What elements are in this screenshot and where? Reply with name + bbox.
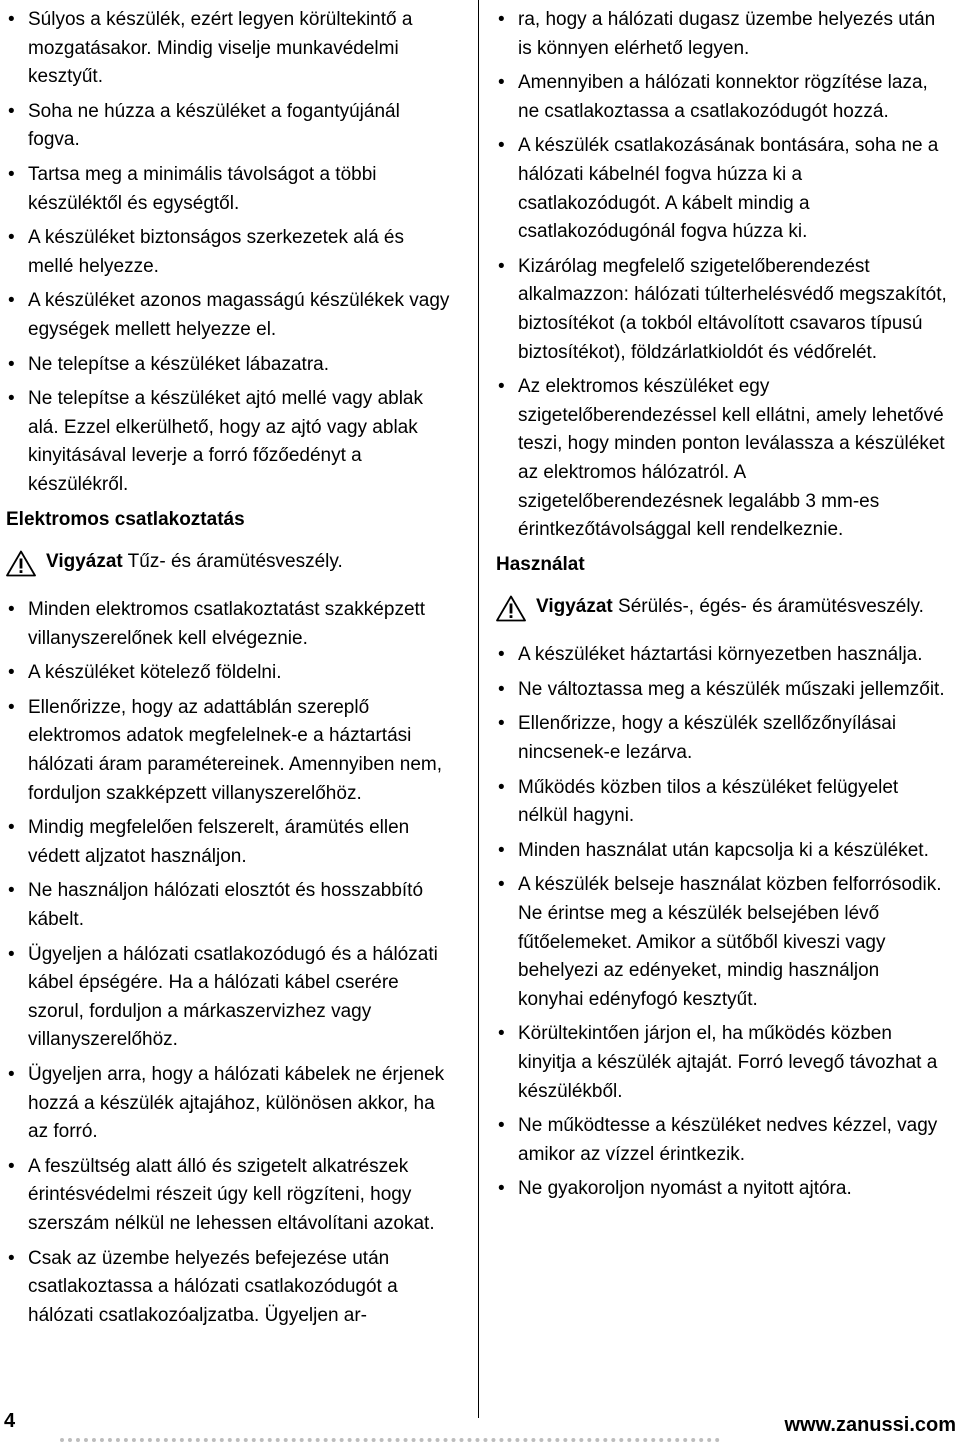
list-item: • Ne változtassa meg a készülék műszaki jellemzőit. [496,676,948,705]
usage-list [496,641,948,1204]
list-item: • Ügyeljen a hálózati csatlakozódugó és a hálózati kábel épségére. Ha a hálózati kábel cserére szorul, forduljon a márkaszervizhez vagy villanyszerelőhöz. [6,941,454,1055]
section-heading-electrical: Elektromos csatlakoztatás [6,508,245,530]
intro-list [6,6,454,500]
right-column [496,6,948,1210]
list-item: • A készüléket biztonságos szerkezetek alá és mellé helyezze. [6,224,454,281]
list-item: • Tartsa meg a minimális távolságot a többi készüléktől és egységtől. [6,161,454,218]
list-item: • Ellenőrizze, hogy a készülék szellőzőnyílásai nincsenek-e lezárva. [496,710,948,767]
list-item: • A készülék belseje használat közben felforrósodik. Ne érintse meg a készülék belsejében lévő fűtőelemeket. Amikor a sütőből kiveszi vagy behelyezi az edényeket, mindig használjon konyhai edényfogó kesztyűt. [496,871,948,1014]
list-item: • A készüléket háztartási környezetben használja. [496,641,948,670]
list-item: • Az elektromos készüléket egy szigetelőberendezéssel kell ellátni, amely lehetővé teszi, hogy minden ponton leválassza a készüléket az elektromos hálózatról. A szigetelőberendezésnek legalább 3 mm-es érintkezőtávolsággal kell rendelkeznie. [496,373,948,545]
list-item: • Ne működtesse a készüléket nedves kézzel, vagy amikor az vízzel érintkezik. [496,1112,948,1169]
list-item: • Minden elektromos csatlakoztatást szakképzett villanyszerelőnek kell elvégeznie. [6,596,454,653]
warning-triangle-icon [6,550,36,577]
list-item: • ra, hogy a hálózati dugasz üzembe helyezés után is könnyen elérhető legyen. [496,6,948,63]
section-heading-usage: Használat [496,553,585,575]
warning-text: Tűz- és áramütésveszély. [122,551,343,573]
continuation-list [496,6,948,545]
list-item: • Mindig megfelelően felszerelt, áramütés ellen védett aljzatot használjon. [6,814,454,871]
list-item: • Ne gyakoroljon nyomást a nyitott ajtóra. [496,1175,948,1204]
left-column [6,6,454,1336]
list-item: • Minden használat után kapcsolja ki a készüléket. [496,837,948,866]
warning-label: Vigyázat [536,596,613,618]
website-link[interactable]: www.zanussi.com [784,1414,956,1436]
list-item: • Ügyeljen arra, hogy a hálózati kábelek ne érjenek hozzá a készülék ajtajához, különösen akkor, ha az forró. [6,1061,454,1147]
list-item: • Ne telepítse a készüléket lábazatra. [6,351,454,380]
list-item: • A készülék csatlakozásának bontására, soha ne a hálózati kábelnél fogva húzza ki a csatlakozódugót. A kábelt mindig a csatlakozódugónál fogva húzza ki. [496,132,948,246]
list-item: • Csak az üzembe helyezés befejezése után csatlakoztassa a hálózati csatlakozódugót a hálózati csatlakozóaljzatba. Ügyeljen ar- [6,1245,454,1331]
warning-triangle-icon [496,595,526,622]
list-item: • Amennyiben a hálózati konnektor rögzítése laza, ne csatlakoztassa a csatlakozódugót hozzá. [496,69,948,126]
list-item: • Körültekintően járjon el, ha működés közben kinyitja a készülék ajtaját. Forró levegő távozhat a készülékből. [496,1020,948,1106]
footer-dotted-rule [60,1438,720,1442]
list-item: • Ellenőrizze, hogy az adattáblán szereplő elektromos adatok megfelelnek-e a háztartási hálózati áram paramétereinek. Amennyiben nem, forduljon szakképzett villanyszerelőhöz. [6,694,454,808]
list-item: • Működés közben tilos a készüléket felügyelet nélkül hagyni. [496,774,948,831]
list-item: • Kizárólag megfelelő szigetelőberendezést alkalmazzon: hálózati túlterhelésvédő megszakítót, biztosítékot (a tokból eltávolított csavaros típusú biztosítékot), földzárlatkioldót és védőrelét. [496,253,948,367]
electrical-list [6,596,454,1330]
list-item: • Soha ne húzza a készüléket a fogantyújánál fogva. [6,98,454,155]
column-divider [478,0,479,1418]
list-item: • Ne használjon hálózati elosztót és hosszabbító kábelt. [6,877,454,934]
list-item: • Súlyos a készülék, ezért legyen körültekintő a mozgatásakor. Mindig viselje munkavédelmi kesztyűt. [6,6,454,92]
page-number: 4 [4,1410,16,1432]
list-item: • Ne telepítse a készüléket ajtó mellé vagy ablak alá. Ezzel elkerülhető, hogy az ajtó vagy ablak kinyitásával leverje a forró főzőedényt a készülékről. [6,385,454,499]
warning-usage [496,593,948,629]
list-item: • A feszültség alatt álló és szigetelt alkatrészek érintésvédelmi részeit úgy kell rögzíteni, hogy szerszám nélkül ne lehessen eltávolítani azokat. [6,1153,454,1239]
warning-electrical [6,548,454,584]
list-item: • A készüléket kötelező földelni. [6,659,454,688]
warning-text: Sérülés-, égés- és áramütésveszély. [612,596,924,618]
warning-label: Vigyázat [46,551,123,573]
list-item: • A készüléket azonos magasságú készülékek vagy egységek mellett helyezze el. [6,287,454,344]
